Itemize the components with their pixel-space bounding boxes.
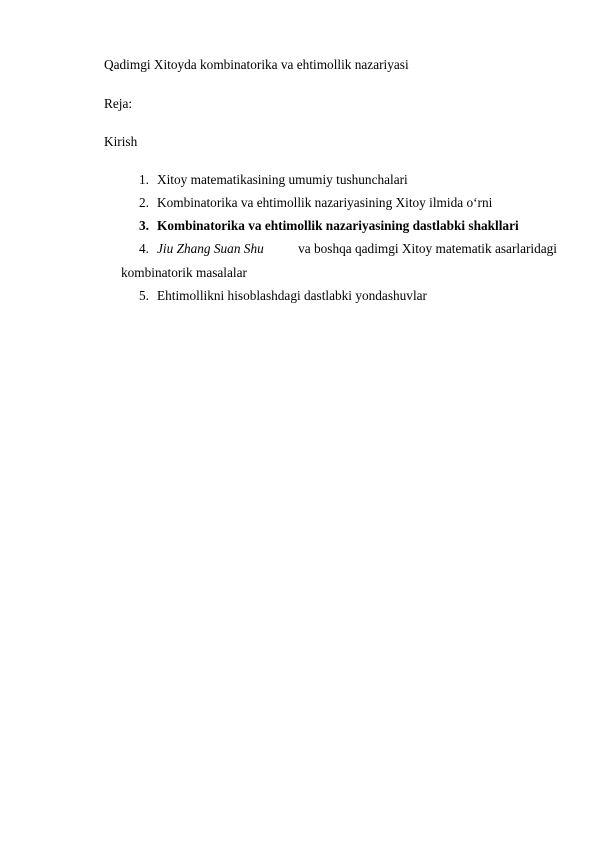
list-item [139, 196, 492, 209]
list-item [139, 173, 408, 186]
list-item-number: 1. [139, 172, 149, 187]
list-item-number: 5. [139, 288, 149, 303]
list-item-text: Kombinatorika va ehtimollik nazariyasining dastlabki shakllari [157, 218, 519, 233]
intro-label: Kirish [104, 134, 138, 149]
list-item-text: Kombinatorika va ehtimollik nazariyasining Xitoy ilmida o‘rni [157, 195, 493, 210]
list-item-text: Ehtimollikni hisoblashdagi dastlabki yondashuvlar [157, 288, 427, 303]
document-title: Qadimgi Xitoyda kombinatorika va ehtimollik nazariyasi [104, 57, 409, 72]
book-title: Jiu Zhang Suan Shu [157, 241, 264, 256]
list-item-number: 3. [139, 218, 149, 233]
list-item-text-rest: va boshqa qadimgi Xitoy matematik asarlaridagi [298, 241, 557, 256]
list-item-text: Xitoy matematikasining umumiy tushunchalari [157, 172, 408, 187]
list-item [139, 219, 519, 232]
list-item-continuation: kombinatorik masalalar [121, 265, 247, 280]
list-item [139, 289, 427, 302]
list-item-text [157, 242, 557, 255]
list-item [139, 242, 557, 255]
list-item-number: 4. [139, 241, 149, 256]
plan-label: Reja: [104, 96, 133, 111]
list-item-number: 2. [139, 195, 149, 210]
